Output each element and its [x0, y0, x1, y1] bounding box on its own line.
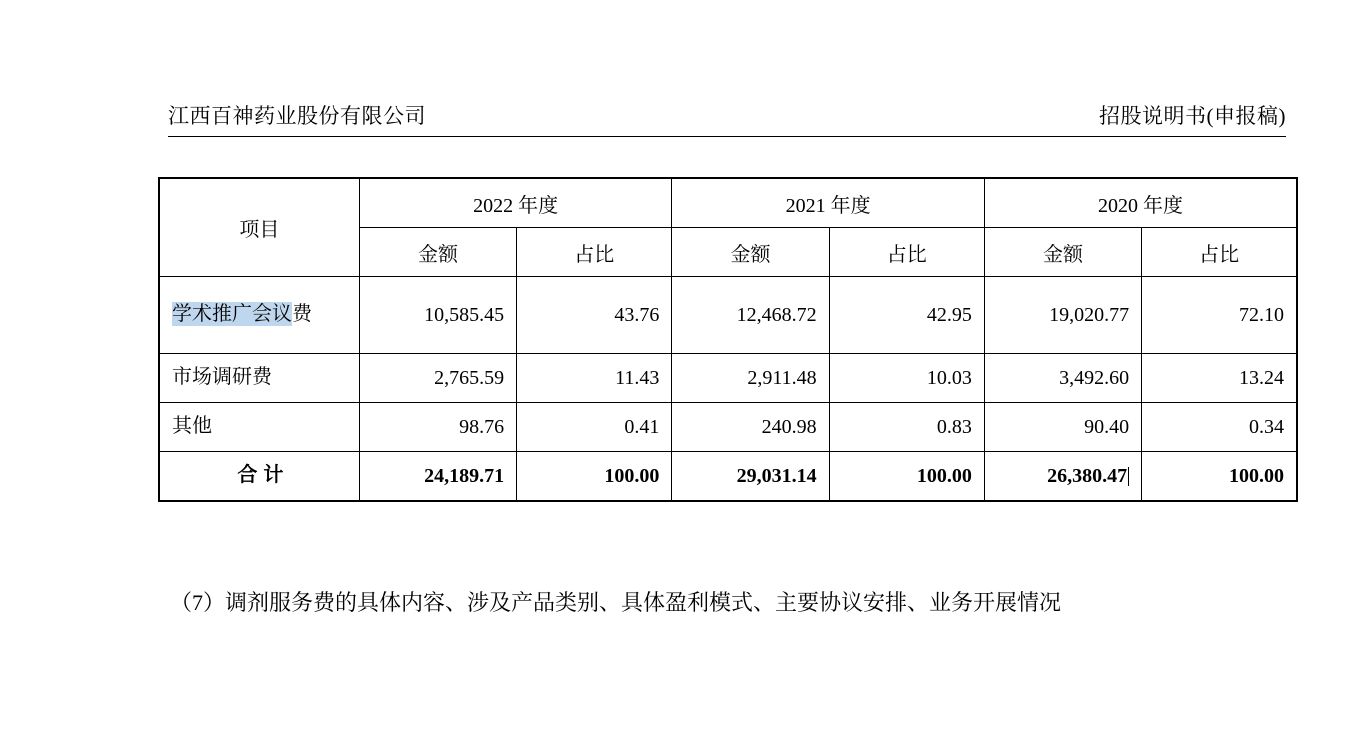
cell-amount-2021: 240.98 [672, 403, 829, 452]
column-header-year-2021: 2021 年度 [672, 178, 985, 228]
running-header [168, 100, 1286, 137]
cell-percent-2021: 0.83 [829, 403, 984, 452]
cell-percent-2022: 0.41 [517, 403, 672, 452]
cell-percent-2021: 10.03 [829, 354, 984, 403]
cell-total-percent-2021: 100.00 [829, 452, 984, 502]
cell-amount-2021: 2,911.48 [672, 354, 829, 403]
cell-percent-2020: 0.34 [1142, 403, 1297, 452]
row-label-other: 其他 [159, 403, 359, 452]
column-header-year-2022: 2022 年度 [359, 178, 672, 228]
column-header-amount-2021: 金额 [672, 228, 829, 277]
cell-total-percent-2020: 100.00 [1142, 452, 1297, 502]
column-header-year-2020: 2020 年度 [984, 178, 1297, 228]
column-header-amount-2022: 金额 [359, 228, 516, 277]
cell-percent-2021: 42.95 [829, 277, 984, 354]
cell-percent-2020: 13.24 [1142, 354, 1297, 403]
cell-amount-2020: 90.40 [984, 403, 1141, 452]
table-row [159, 277, 1297, 354]
text-cursor-caret [1128, 467, 1129, 486]
header-company-name: 江西百神药业股份有限公司 [168, 104, 426, 128]
row-label-total: 合计 [159, 452, 359, 502]
expense-breakdown-table [158, 177, 1298, 502]
cell-amount-2021: 12,468.72 [672, 277, 829, 354]
cell-amount-2020: 3,492.60 [984, 354, 1141, 403]
body-paragraph: （7）调剂服务费的具体内容、涉及产品类别、具体盈利模式、主要协议安排、业务开展情况 [170, 590, 1062, 615]
row-label-academic-promotion [159, 277, 359, 354]
cell-amount-2020: 19,020.77 [984, 277, 1141, 354]
row-label-remainder: 费 [292, 303, 312, 326]
cell-percent-2020: 72.10 [1142, 277, 1297, 354]
cell-percent-2022: 11.43 [517, 354, 672, 403]
cell-total-amount-2022: 24,189.71 [359, 452, 516, 502]
header-document-name: 招股说明书(申报稿) [1099, 104, 1286, 128]
column-header-percent-2020: 占比 [1142, 228, 1297, 277]
table-row [159, 403, 1297, 452]
cell-total-percent-2022: 100.00 [517, 452, 672, 502]
column-header-percent-2022: 占比 [517, 228, 672, 277]
cell-amount-2022: 2,765.59 [359, 354, 516, 403]
cell-percent-2022: 43.76 [517, 277, 672, 354]
column-header-amount-2020: 金额 [984, 228, 1141, 277]
highlighted-text: 学术推广会议 [172, 303, 292, 326]
cell-amount-2022: 98.76 [359, 403, 516, 452]
table-row-total [159, 452, 1297, 502]
row-label-market-research: 市场调研费 [159, 354, 359, 403]
cell-total-amount-2020-value: 26,380.47 [1047, 464, 1128, 487]
cell-total-amount-2020 [984, 452, 1141, 502]
cell-total-amount-2021: 29,031.14 [672, 452, 829, 502]
table-header-row-years [159, 178, 1297, 228]
cell-amount-2022: 10,585.45 [359, 277, 516, 354]
table-row [159, 354, 1297, 403]
column-header-item: 项目 [159, 178, 359, 277]
financial-table-container [158, 177, 1298, 502]
column-header-percent-2021: 占比 [829, 228, 984, 277]
